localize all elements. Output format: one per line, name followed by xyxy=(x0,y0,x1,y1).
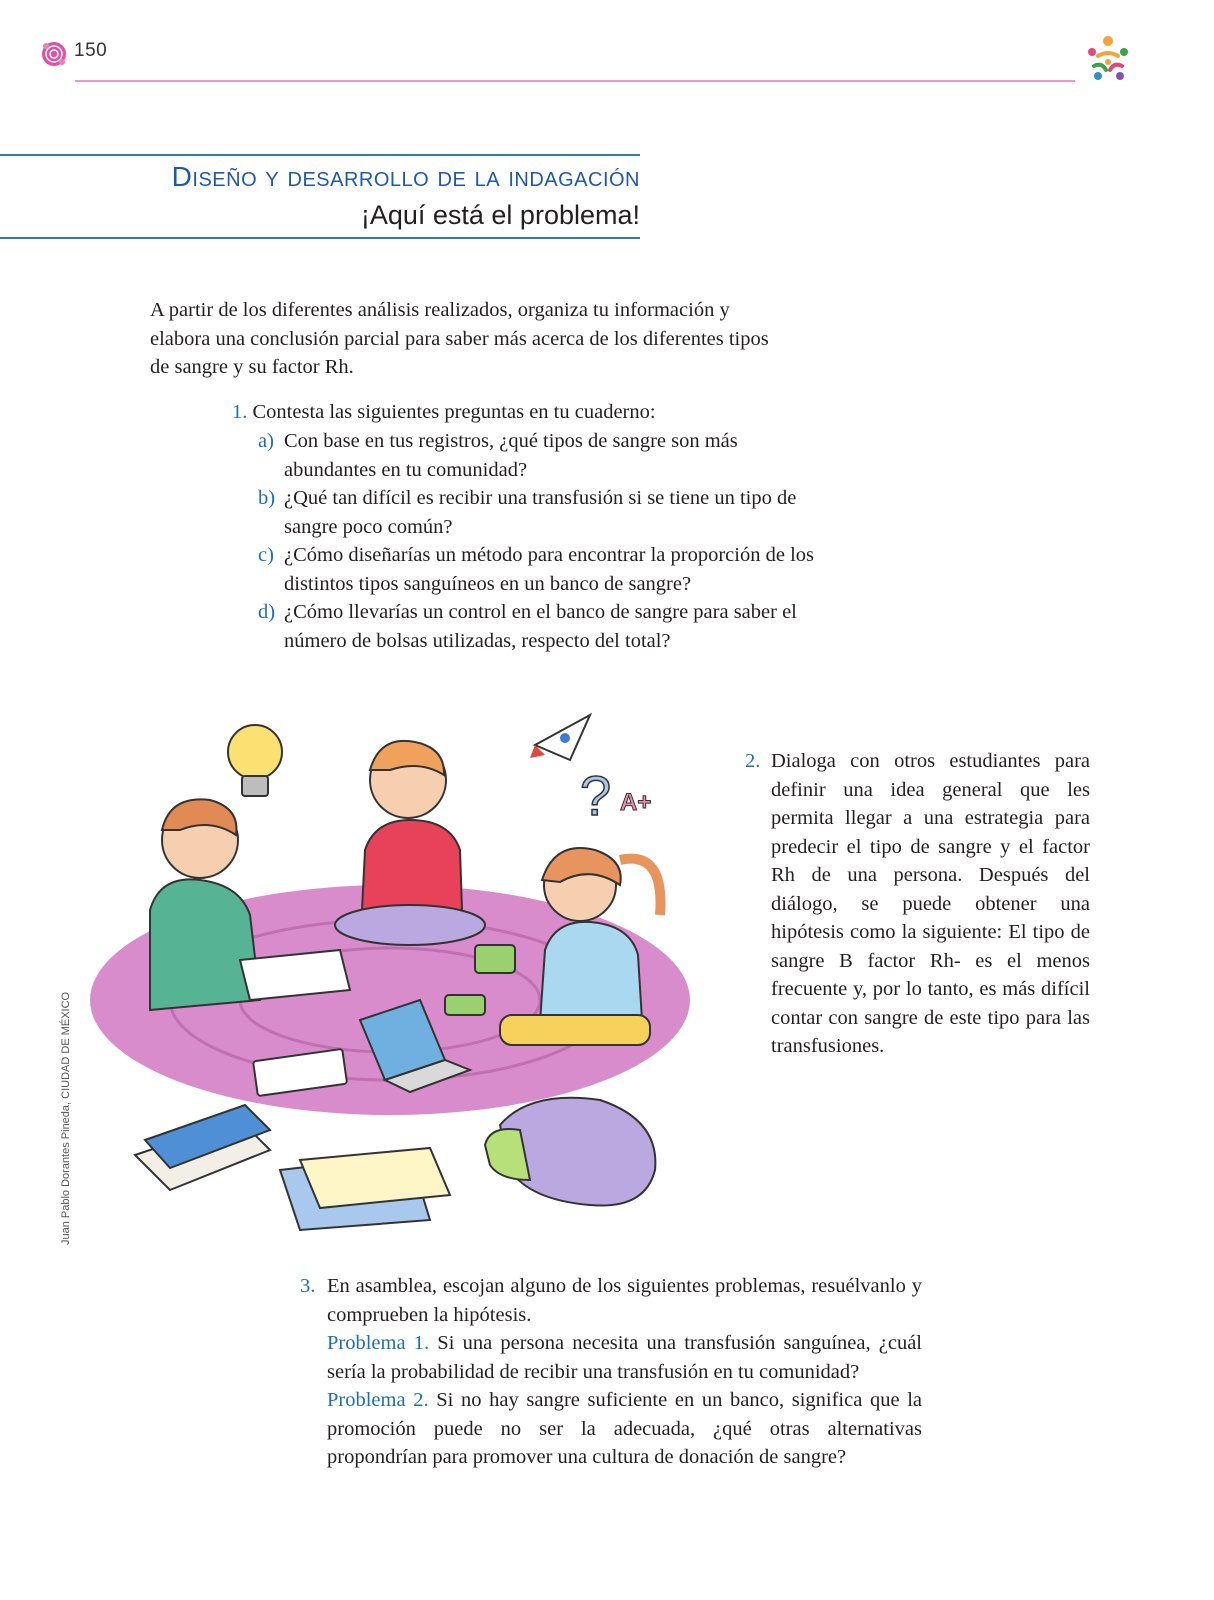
item-1 xyxy=(232,398,832,427)
flower-ornament-icon xyxy=(40,40,68,68)
question-letter: d) xyxy=(258,601,276,623)
section-rule-bottom xyxy=(0,237,640,239)
problem-2 xyxy=(327,1386,922,1472)
item-3 xyxy=(300,1272,922,1472)
item-3-text: En asamblea, escojan alguno de los siguientes problemas, resuélvanlo y comprueben la hipótesis. xyxy=(327,1275,922,1326)
problem-label: Problema 2. xyxy=(327,1389,429,1411)
question-letter: b) xyxy=(258,487,276,509)
item-1-number: 1. xyxy=(232,401,248,423)
problem-text: Si no hay sangre suficiente en un banco, significa que la promoción puede no ser la adecuada, ¿qué otras alternativas propondrían para promover una cultura de donación de sangre? xyxy=(327,1389,922,1468)
item-2-number: 2. xyxy=(745,750,761,772)
question-letter: a) xyxy=(258,430,274,452)
item-2 xyxy=(745,747,1090,1061)
phone-icon xyxy=(475,945,515,973)
question-text: ¿Cómo diseñarías un método para encontrar la proporción de los distintos tipos sanguíneos en un banco de sangre? xyxy=(284,544,814,595)
rocket-icon xyxy=(530,715,590,760)
students-discussion-illustration xyxy=(90,700,710,1240)
question-text: ¿Cómo llevarías un control en el banco de sangre para saber el número de bolsas utilizadas, respecto del total? xyxy=(284,601,797,652)
papers-icon xyxy=(280,1148,450,1230)
question-text: Con base en tus registros, ¿qué tipos de sangre son más abundantes en tu comunidad? xyxy=(284,430,738,481)
illustration-credit: Juan Pablo Dorantes Pineda, CIUDAD DE MÉXICO xyxy=(60,991,72,1245)
question-a xyxy=(258,427,828,484)
question-b xyxy=(258,484,828,541)
boy-center-figure xyxy=(335,741,485,945)
backpack-icon xyxy=(485,1098,655,1206)
section-subtitle: ¡Aquí está el problema! xyxy=(360,200,640,230)
question-mark-glyph: ? xyxy=(580,764,612,827)
lightbulb-icon xyxy=(228,725,282,796)
item-1-text: Contesta las siguientes preguntas en tu cuaderno: xyxy=(252,401,656,423)
grade-badge: A+ xyxy=(620,789,652,816)
problem-text: Si una persona necesita una transfusión sanguínea, ¿cuál sería la probabilidad de recibir una transfusión en tu comunidad? xyxy=(327,1332,922,1383)
question-letter: c) xyxy=(258,544,274,566)
question-c xyxy=(258,541,828,598)
section-title: Diseño y desarrollo de la indagación xyxy=(171,161,640,192)
problem-1 xyxy=(327,1329,922,1386)
header-divider xyxy=(75,80,1075,82)
intro-paragraph: A partir de los diferentes análisis realizados, organiza tu información y elabora una conclusión parcial para saber más acerca de los diferentes tipos de sangre y su factor Rh. xyxy=(150,299,769,378)
tablet-icon xyxy=(445,995,485,1015)
item-3-number: 3. xyxy=(300,1275,316,1297)
question-text: ¿Qué tan difícil es recibir una transfusión si se tiene un tipo de sangre poco común? xyxy=(284,487,797,538)
item-2-text: Dialoga con otros estudiantes para definir una idea general que les permita llegar a una estrategia para predecir el tipo de sangre y el factor Rh de una persona. Después del diálogo, se puede obtener una hipótesis como la siguiente: El tipo de sangre B factor Rh- es el menos frecuente y, por lo tanto, es más difícil contar con sangre de este tipo para las transfusiones. xyxy=(771,750,1090,1057)
section-rule-top xyxy=(0,154,640,156)
books-stack-icon xyxy=(135,1105,270,1190)
people-logo-icon xyxy=(1080,32,1136,88)
page-number: 150 xyxy=(74,40,108,61)
problem-label: Problema 1. xyxy=(327,1332,430,1354)
question-d xyxy=(258,598,828,655)
